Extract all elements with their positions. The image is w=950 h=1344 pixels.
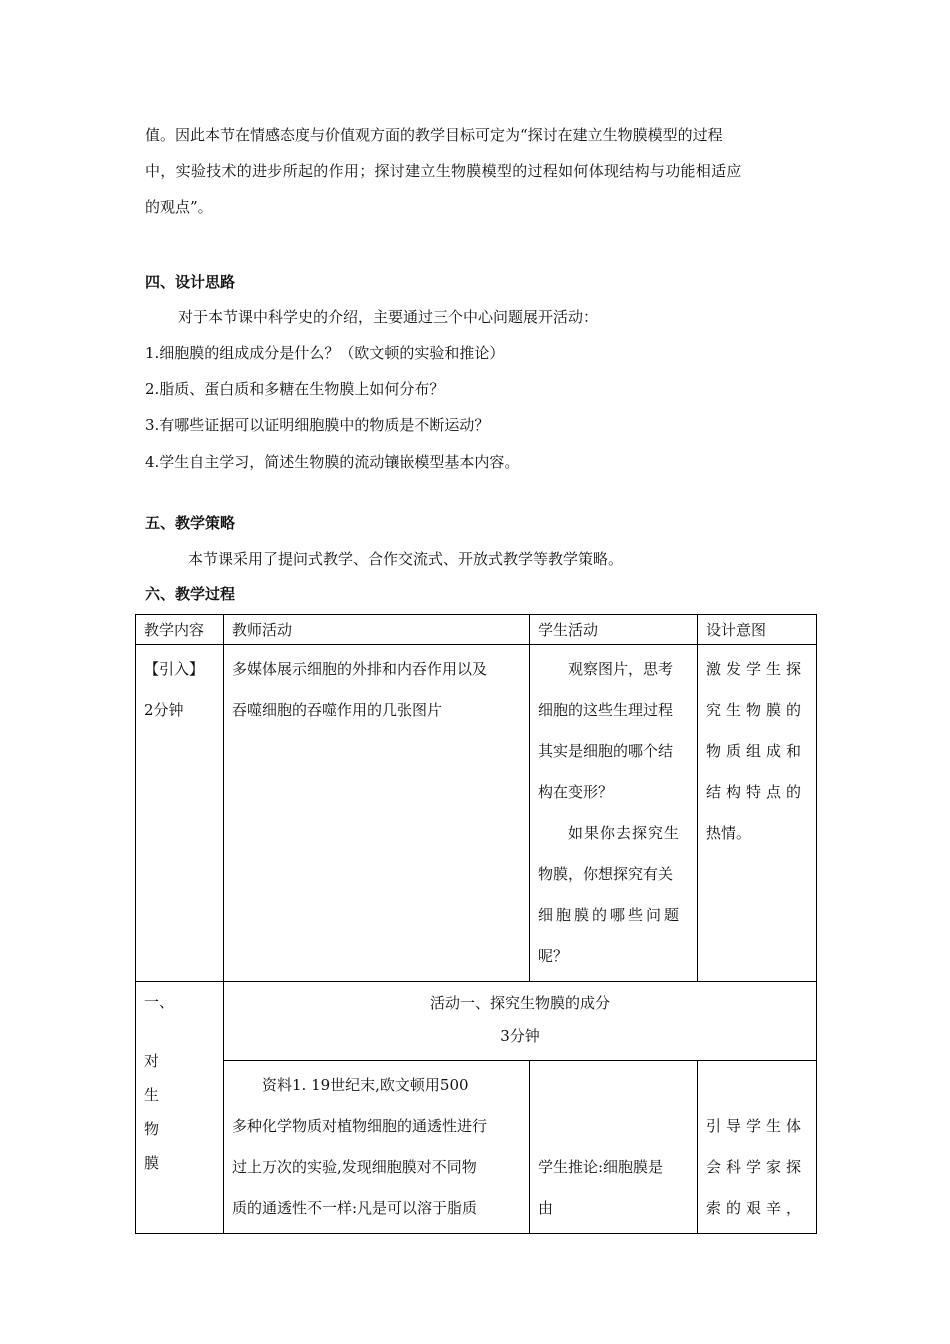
cell-line: 细胞的这些生理过程 bbox=[538, 701, 674, 719]
cell-line: 资料1. 19世纪末,欧文顿用500 bbox=[262, 1076, 469, 1094]
cell-line: 吞噬细胞的吞噬作用的几张图片 bbox=[232, 701, 443, 719]
activity-title: 活动一、探究生物膜的成分 bbox=[429, 994, 610, 1012]
cell-line: 细胞膜的哪些问题 bbox=[538, 906, 683, 924]
intent-cell bbox=[698, 645, 817, 982]
header-cell: 设计意图 bbox=[698, 615, 817, 645]
cell-line: 引导学生体 bbox=[706, 1117, 807, 1135]
activity-header-cell bbox=[224, 982, 817, 1061]
intro-line: 中，实验技术的进步所起的作用；探讨建立生物膜模型的过程如何体现结构与功能相适应 bbox=[145, 162, 742, 180]
table-header-row bbox=[136, 615, 817, 645]
section4-item: 1.细胞膜的组成成分是什么？（欧文顿的实验和推论） bbox=[145, 344, 505, 362]
cell-line: 对 bbox=[144, 1052, 160, 1070]
section4-item: 2.脂质、蛋白质和多糖在生物膜上如何分布？ bbox=[145, 380, 445, 398]
cell-line: 其实是细胞的哪个结 bbox=[538, 742, 674, 760]
section6-title: 六、教学过程 bbox=[145, 585, 236, 603]
cell-line: 构在变形？ bbox=[538, 783, 614, 801]
cell-line: 索的艰辛， bbox=[706, 1199, 807, 1217]
cell-line: 究生物膜的 bbox=[706, 701, 807, 719]
cell-line: 结构特点的 bbox=[706, 783, 807, 801]
intent-cell bbox=[698, 1061, 817, 1234]
cell-line: 多种化学物质对植物细胞的通透性进行 bbox=[232, 1117, 488, 1135]
section5-text: 本节课采用了提问式教学、合作交流式、开放式教学等教学策略。 bbox=[188, 550, 624, 568]
section4-item: 3.有哪些证据可以证明细胞膜中的物质是不断运动？ bbox=[145, 416, 490, 434]
content-cell bbox=[136, 645, 224, 982]
cell-line: 学生推论:细胞膜是 bbox=[538, 1158, 664, 1176]
teacher-cell bbox=[224, 645, 530, 982]
cell-line: 观察图片，思考 bbox=[568, 660, 674, 678]
cell-line: 热情。 bbox=[706, 824, 752, 842]
intro-line: 的观点”。 bbox=[145, 198, 213, 216]
content-cell bbox=[136, 982, 224, 1234]
cell-line: 如果你去探究生 bbox=[568, 824, 681, 842]
teaching-process-table bbox=[135, 614, 817, 1234]
table-row bbox=[136, 645, 817, 982]
cell-line: 【引入】 bbox=[144, 660, 205, 678]
cell-line: 多媒体展示细胞的外排和内吞作用以及 bbox=[232, 660, 488, 678]
cell-line: 质的通透性不一样:凡是可以溶于脂质 bbox=[232, 1199, 478, 1217]
cell-line: 由 bbox=[538, 1199, 554, 1217]
cell-line: 物膜，你想探究有关 bbox=[538, 865, 674, 883]
cell-line: 一、 bbox=[144, 993, 175, 1011]
cell-line: 膜 bbox=[144, 1154, 160, 1172]
section4-lead: 对于本节课中科学史的介绍，主要通过三个中心问题展开活动： bbox=[178, 308, 599, 326]
cell-line: 物质组成和 bbox=[706, 742, 807, 760]
teacher-cell bbox=[224, 1061, 530, 1234]
activity-time: 3分钟 bbox=[500, 1027, 540, 1045]
section4-item: 4.学生自主学习，简述生物膜的流动镶嵌模型基本内容。 bbox=[145, 453, 520, 471]
cell-line: 过上万次的实验,发现细胞膜对不同物 bbox=[232, 1158, 477, 1176]
cell-line: 会科学家探 bbox=[706, 1158, 807, 1176]
header-cell: 教学内容 bbox=[136, 615, 224, 645]
table-row bbox=[136, 1061, 817, 1234]
cell-line: 生 bbox=[144, 1086, 160, 1104]
cell-line: 激发学生探 bbox=[706, 660, 807, 678]
section5-title: 五、教学策略 bbox=[145, 514, 236, 532]
table-row bbox=[136, 982, 817, 1061]
header-cell: 学生活动 bbox=[530, 615, 698, 645]
header-cell: 教师活动 bbox=[224, 615, 530, 645]
section4-title: 四、设计思路 bbox=[145, 273, 236, 291]
student-cell bbox=[530, 1061, 698, 1234]
intro-line: 值。因此本节在情感态度与价值观方面的教学目标可定为“探讨在建立生物膜模型的过程 bbox=[145, 126, 723, 144]
cell-line: 2分钟 bbox=[144, 701, 184, 719]
cell-line: 呢？ bbox=[538, 947, 569, 965]
cell-line: 物 bbox=[144, 1120, 160, 1138]
student-cell bbox=[530, 645, 698, 982]
intro-paragraph bbox=[145, 117, 815, 225]
